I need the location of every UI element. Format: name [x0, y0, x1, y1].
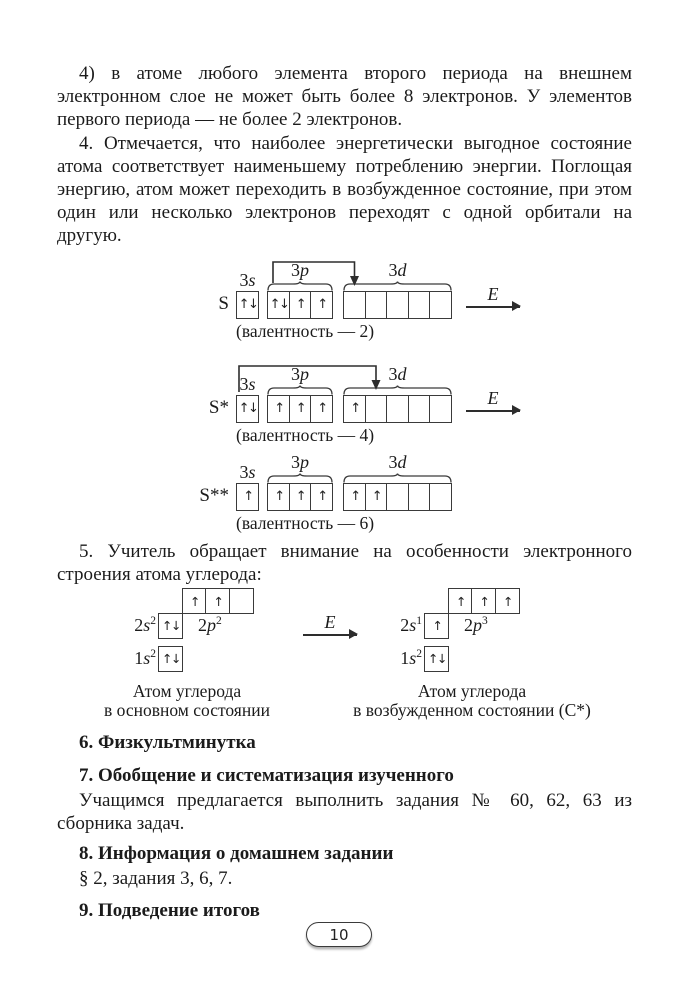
orbital-cell: ↑: [267, 395, 290, 423]
orbital-cell: ↑: [343, 483, 366, 511]
sulfur-diagram-excited-1: [195, 346, 632, 446]
energy-arrow: [302, 612, 358, 720]
orbital-cell: ↑↓: [267, 291, 290, 319]
orbital-label-3p: 3p: [291, 363, 309, 384]
orbital-cell: [365, 395, 388, 423]
orbital-group-3d: [343, 452, 452, 511]
orbital-label-1s2: $1s^2$: [400, 648, 422, 669]
orbital-cell: ↑: [310, 483, 333, 511]
orbital-cell: ↑↓: [236, 291, 259, 319]
orbital-cell: ↑: [448, 588, 473, 614]
energy-label: E: [324, 612, 336, 633]
orbital-cell: [408, 395, 431, 423]
orbital-label-3s: 3s: [239, 461, 256, 482]
orbital-group-3d: [343, 364, 452, 423]
energy-label: E: [487, 387, 499, 408]
orbital-label-3p: 3p: [291, 451, 309, 472]
orbital-cell: [408, 483, 431, 511]
orbital-cell: ↑: [205, 588, 230, 614]
brace-icon: [267, 473, 333, 483]
brace-icon: [267, 385, 333, 395]
element-symbol: S*: [208, 396, 229, 418]
sulfur-diagram-excited-2: [195, 450, 632, 534]
brace-icon: [343, 473, 452, 483]
orbital-cell: ↑: [365, 483, 388, 511]
right-arrow-icon: [466, 410, 520, 412]
orbital-cell: ↑: [182, 588, 207, 614]
paragraph-electron-shell-rule: 4) в атоме любого элемента второго периода на внешнем электронном слое не может быть более 8 электронов. У элементов первого периода — не более 2 электронов.: [57, 63, 632, 131]
orbital-cell: [408, 291, 431, 319]
orbital-group-3p: [267, 452, 333, 511]
energy-label: E: [487, 283, 499, 304]
carbon-excited-caption: Атом углерода в возбужденном состоянии (С*): [353, 680, 591, 720]
orbital-cell: ↑: [471, 588, 496, 614]
orbital-label-2s2: $2s^2$: [134, 615, 156, 636]
right-arrow-icon: [466, 306, 520, 308]
brace-icon: [343, 281, 452, 291]
section-heading-8: 8. Информация о домашнем задании: [79, 842, 394, 864]
orbital-group-3s: [236, 462, 259, 511]
orbital-cell: ↑: [310, 291, 333, 319]
page-number: 10: [306, 922, 372, 947]
orbital-cell: [429, 395, 452, 423]
orbital-cell: ↑: [424, 613, 449, 639]
carbon-diagram-ground: [102, 588, 272, 720]
sulfur-diagram-ground: [195, 242, 632, 342]
orbital-label-1s2: $1s^2$: [134, 648, 156, 669]
orbital-cell: ↑: [267, 483, 290, 511]
paragraph-carbon-intro: 5. Учитель обращает внимание на особенности электронного строения атома углерода:: [57, 540, 632, 585]
orbital-cell: ↑: [343, 395, 366, 423]
orbital-cell: ↑: [289, 291, 312, 319]
section-heading-9: 9. Подведение итогов: [79, 900, 260, 922]
orbital-cell: [429, 483, 452, 511]
right-arrow-icon: [303, 634, 357, 636]
element-symbol: S: [218, 292, 229, 314]
orbital-label-3s: 3s: [239, 269, 256, 290]
orbital-cell: [386, 291, 409, 319]
sulfur-diagrams-section: [57, 242, 632, 534]
orbital-group-3p: [267, 260, 333, 319]
orbital-label-2s1: $2s^1$: [400, 615, 422, 636]
orbital-label-3d: 3d: [388, 363, 407, 384]
orbital-label-2p2: $2p^2$: [198, 615, 222, 636]
orbital-label-3p: 3p: [291, 259, 309, 280]
orbital-cell: ↑↓: [158, 613, 183, 639]
orbital-cell: [386, 483, 409, 511]
orbital-cell: ↑: [310, 395, 333, 423]
section-heading-7: 7. Обобщение и систематизация изученного: [79, 764, 454, 786]
valence-caption: (валентность — 2): [236, 320, 375, 341]
orbital-cell: [229, 588, 254, 614]
energy-arrow: [464, 388, 522, 412]
orbital-cell: ↑: [236, 483, 259, 511]
brace-icon: [343, 385, 452, 395]
brace-icon: [267, 281, 333, 291]
section-body-8: § 2, задания 3, 6, 7.: [79, 867, 233, 889]
orbital-group-3s: [236, 270, 259, 319]
orbital-label-3s: 3s: [239, 373, 256, 394]
section-heading-6: 6. Физкультминутка: [79, 731, 256, 753]
section-body-7: Учащимся предлагается выполнить задания № 60, 62, 63 из сборника задач.: [57, 789, 632, 834]
orbital-cell: ↑↓: [236, 395, 259, 423]
orbital-cell: [343, 291, 366, 319]
carbon-ground-caption: Атом углерода в основном состоянии: [104, 680, 270, 720]
orbital-group-3d: [343, 260, 452, 319]
orbital-cell: ↑: [495, 588, 520, 614]
element-symbol: S**: [199, 484, 229, 506]
orbital-group-3p: [267, 364, 333, 423]
energy-arrow: [464, 284, 522, 308]
orbital-cell: [365, 291, 388, 319]
valence-caption: (валентность — 4): [236, 424, 375, 445]
valence-caption: (валентность — 6): [236, 512, 375, 533]
carbon-diagram-excited: [353, 588, 591, 720]
paragraph-energy-state: 4. Отмечается, что наиболее энергетически выгодное состояние атома соответствует наименьшему потреблению энергии. Поглощая энергию, атом может переходить в возбужденное состояние, при этом один или несколько электронов переходят с одной орбитали на другую.: [57, 132, 632, 247]
orbital-group-3s: [236, 374, 259, 423]
orbital-label-3d: 3d: [388, 451, 407, 472]
orbital-cell: ↑: [289, 483, 312, 511]
orbital-label-3d: 3d: [388, 259, 407, 280]
orbital-cell: ↑: [289, 395, 312, 423]
orbital-cell: ↑↓: [158, 646, 183, 672]
orbital-cell: [429, 291, 452, 319]
orbital-cell: [386, 395, 409, 423]
orbital-label-2p3: $2p^3$: [464, 615, 488, 636]
orbital-cell: ↑↓: [424, 646, 449, 672]
carbon-diagrams-section: [57, 588, 632, 720]
